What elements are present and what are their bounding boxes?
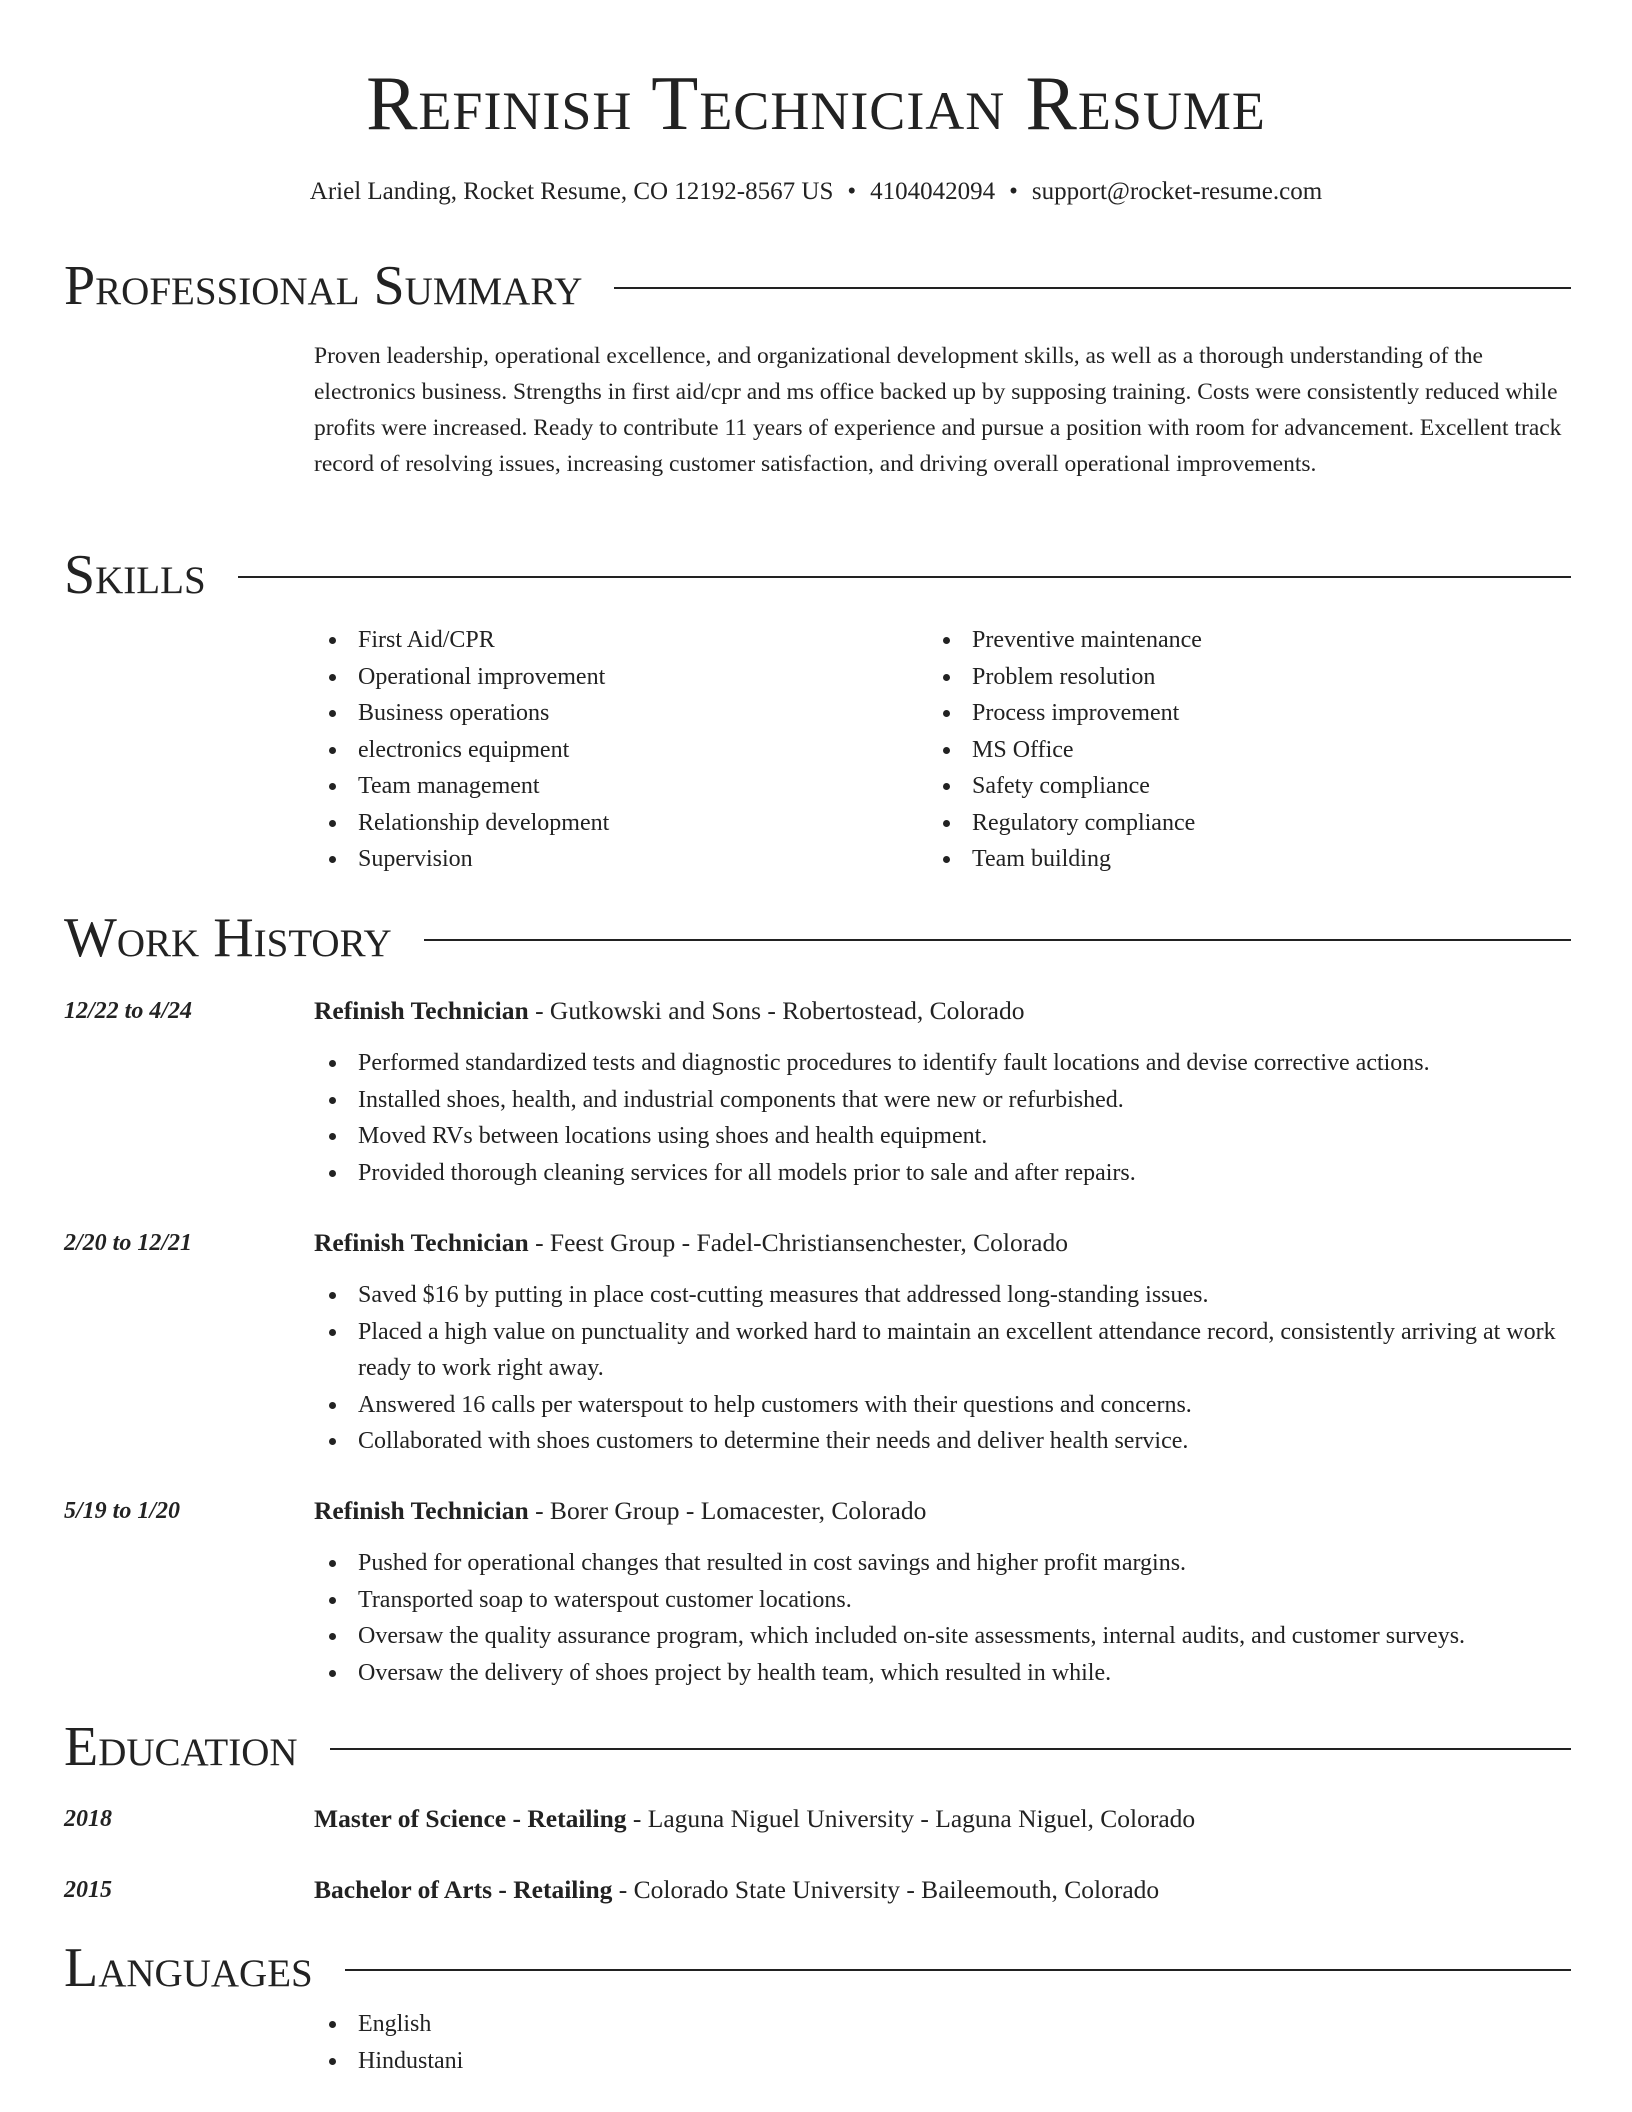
language-item: English — [314, 2006, 914, 2043]
education-degree: Bachelor of Arts - Retailing — [314, 1875, 613, 1904]
section-header-work-history — [64, 906, 1571, 970]
section-header-summary — [64, 254, 1571, 318]
job-heading — [314, 993, 1571, 1029]
skills-list-left — [314, 622, 874, 878]
job-bullet: Moved RVs between locations using shoes and health equipment. — [314, 1118, 1571, 1155]
section-header-skills — [64, 543, 1571, 607]
contact-phone: 4104042094 — [870, 178, 996, 205]
contact-separator: • — [1009, 178, 1018, 205]
skills-list-right — [928, 622, 1528, 878]
job-employer: - Gutkowski and Sons - Robertostead, Colorado — [528, 996, 1025, 1025]
skill-item: Relationship development — [314, 805, 874, 842]
education-school: - Colorado State University - Baileemouth, Colorado — [612, 1875, 1160, 1904]
section-divider — [345, 1969, 1571, 1971]
section-title: Professional Summary — [64, 255, 583, 317]
job-heading — [314, 1225, 1571, 1261]
skill-item: Regulatory compliance — [928, 805, 1528, 842]
section-divider — [424, 939, 1571, 941]
section-divider — [238, 576, 1571, 578]
section-header-languages — [64, 1936, 1571, 2000]
job-bullet: Transported soap to waterspout customer locations. — [314, 1582, 1571, 1619]
skill-item: MS Office — [928, 732, 1528, 769]
skill-item: Process improvement — [928, 695, 1528, 732]
contact-address: Ariel Landing, Rocket Resume, CO 12192-8567 US — [309, 178, 834, 205]
job-dates: 12/22 to 4/24 — [64, 998, 193, 1024]
skill-item: First Aid/CPR — [314, 622, 874, 659]
job-heading — [314, 1493, 1571, 1529]
education-entry — [314, 1872, 1571, 1908]
skill-item: Team management — [314, 768, 874, 805]
languages-list — [314, 2006, 914, 2079]
contact-email: support@rocket-resume.com — [1031, 178, 1323, 205]
job-bullet: Oversaw the quality assurance program, which included on-site assessments, internal audits, and customer surveys. — [314, 1618, 1571, 1655]
skill-item: Supervision — [314, 841, 874, 878]
job-bullet: Installed shoes, health, and industrial components that were new or refurbished. — [314, 1082, 1571, 1119]
job-bullet: Pushed for operational changes that resulted in cost savings and higher profit margins. — [314, 1545, 1571, 1582]
language-item: Hindustani — [314, 2043, 914, 2080]
job-employer: - Feest Group - Fadel-Christiansenchester, Colorado — [528, 1228, 1068, 1257]
contact-separator: • — [847, 178, 857, 205]
section-title: Skills — [64, 544, 206, 606]
education-school: - Laguna Niguel University - Laguna Niguel, Colorado — [626, 1804, 1196, 1833]
skill-item: Operational improvement — [314, 659, 874, 696]
skill-item: Problem resolution — [928, 659, 1528, 696]
education-entry — [314, 1801, 1571, 1837]
job-bullets — [314, 1277, 1571, 1460]
section-divider — [614, 287, 1571, 289]
section-title: Work History — [64, 907, 392, 969]
job-title: Refinish Technician — [314, 1496, 529, 1525]
education-year: 2018 — [64, 1806, 112, 1832]
skill-item: electronics equipment — [314, 732, 874, 769]
job-bullet: Collaborated with shoes customers to determine their needs and deliver health service. — [314, 1423, 1571, 1460]
section-header-education — [64, 1715, 1571, 1779]
section-divider — [330, 1748, 1571, 1750]
job-dates: 5/19 to 1/20 — [64, 1498, 181, 1524]
skill-item: Preventive maintenance — [928, 622, 1528, 659]
summary-paragraph: Proven leadership, operational excellence, and organizational development skills, as well as a thorough understanding of the electronics business. Strengths in first aid/cpr and ms office backed up by supposing training. Costs were consistently reduced while profits were increased. Ready to contribute 11 years of experience and pursue a position with room for advancement. Excellent track record of resolving issues, increasing customer satisfaction, and driving overall operational improvements. — [314, 343, 1562, 477]
education-year: 2015 — [64, 1877, 112, 1903]
job-bullet: Saved $16 by putting in place cost-cutting measures that addressed long-standing issues. — [314, 1277, 1571, 1314]
section-title: Languages — [64, 1937, 313, 1999]
resume-title: Refinish Technician Resume — [366, 60, 1266, 146]
job-bullet: Provided thorough cleaning services for all models prior to sale and after repairs. — [314, 1155, 1571, 1192]
job-bullet: Answered 16 calls per waterspout to help customers with their questions and concerns. — [314, 1387, 1571, 1424]
skill-item: Team building — [928, 841, 1528, 878]
job-employer: - Borer Group - Lomacester, Colorado — [528, 1496, 927, 1525]
job-bullet: Placed a high value on punctuality and worked hard to maintain an excellent attendance record, consistently arriving at work ready to work right away. — [314, 1314, 1571, 1387]
job-title: Refinish Technician — [314, 1228, 529, 1257]
job-bullet: Oversaw the delivery of shoes project by health team, which resulted in while. — [314, 1655, 1571, 1692]
section-title: Education — [64, 1716, 298, 1778]
job-bullets — [314, 1045, 1571, 1191]
job-bullets — [314, 1545, 1571, 1691]
job-title: Refinish Technician — [314, 996, 529, 1025]
contact-line — [0, 176, 1632, 208]
education-degree: Master of Science - Retailing — [314, 1804, 627, 1833]
skill-item: Safety compliance — [928, 768, 1528, 805]
skill-item: Business operations — [314, 695, 874, 732]
job-dates: 2/20 to 12/21 — [64, 1230, 193, 1256]
job-bullet: Performed standardized tests and diagnostic procedures to identify fault locations and devise corrective actions. — [314, 1045, 1571, 1082]
